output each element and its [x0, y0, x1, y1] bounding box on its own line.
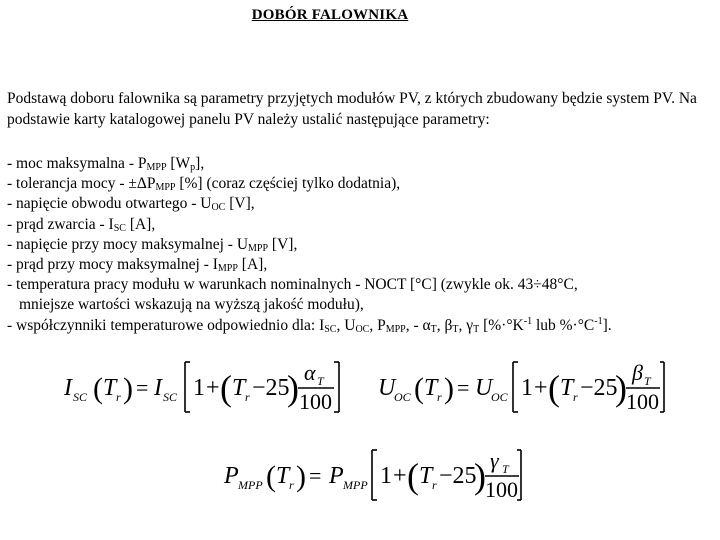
formula-uoc: [376, 358, 666, 416]
svg-text:T: T: [560, 375, 574, 401]
svg-text:−25: −25: [252, 375, 290, 401]
intro-paragraph: Podstawą doboru falownika są parametry przyjętych modułów PV, z których zbudowany będzie system PV. Na podstawie karty katalogowej panelu PV należy ustalić następujące parametry:: [7, 90, 697, 128]
svg-text:1: 1: [193, 375, 205, 401]
page-title: DOBÓR FALOWNIKA: [251, 7, 409, 23]
svg-text:MPP: MPP: [238, 478, 263, 492]
param-max-power: - moc maksymalna - $P_{MPP}$ $[W_p]$,: [7, 155, 205, 173]
svg-text:T: T: [644, 374, 651, 388]
svg-text:T: T: [419, 463, 433, 489]
svg-text:T: T: [424, 375, 438, 401]
svg-text:r: r: [437, 390, 442, 404]
svg-text:OC: OC: [394, 390, 411, 404]
svg-text:): ): [444, 372, 454, 405]
svg-text:1: 1: [521, 375, 533, 401]
svg-text:T: T: [232, 375, 246, 401]
param-temp-coefficients: - współczynniki temperaturowe odpowiednio dla: $I_{SC}$, $U_{OC}$, $P_{MPP}$, - $\alpha_T$, $\beta_T$, $\gamma_T$ [$\%\cdot^\circ K^{-1}$ lub $\%\cdot^\circ C^{-1}$].: [7, 315, 612, 335]
svg-text:): ): [296, 460, 306, 493]
formula-pmpp-lhs: P: [224, 463, 239, 489]
svg-text:OC: OC: [491, 390, 508, 404]
svg-text:=: =: [136, 375, 149, 400]
svg-text:100: 100: [299, 389, 332, 414]
svg-text:P: P: [329, 463, 344, 489]
svg-text:(: (: [266, 460, 276, 493]
svg-text:(: (: [93, 372, 103, 405]
svg-text:−25: −25: [580, 375, 618, 401]
svg-text:100: 100: [626, 389, 659, 414]
svg-text:+: +: [534, 375, 548, 401]
param-noct-note: mniejsze wartości wskazują na wyższą jakość modułu),: [19, 296, 364, 314]
svg-text:): ): [123, 372, 133, 405]
svg-text:−25: −25: [439, 463, 477, 489]
svg-text:+: +: [206, 375, 220, 401]
formula-pmpp: [222, 446, 522, 504]
svg-text:T: T: [103, 375, 117, 401]
svg-text:(: (: [407, 456, 419, 496]
param-power-tolerance: - tolerancja mocy - $\pm\Delta P_{MPP}$ [%] (coraz częściej tylko dodatnia),: [7, 175, 401, 194]
parameter-list: [7, 154, 717, 336]
formula-isc-lhs: I: [64, 375, 72, 401]
svg-text:T: T: [317, 374, 324, 388]
svg-text:SC: SC: [163, 390, 178, 404]
svg-text:MPP: MPP: [343, 478, 368, 492]
svg-text:): ): [474, 456, 486, 496]
param-mpp-voltage: - napięcie przy mocy maksymalnej - $U_{MPP}$ [V],: [7, 235, 298, 254]
svg-text:T: T: [502, 462, 509, 476]
svg-text:γ: γ: [490, 448, 499, 473]
svg-text:+: +: [393, 463, 407, 489]
formula-uoc-lhs: U: [378, 375, 396, 401]
svg-text:α: α: [304, 360, 316, 385]
svg-text:(: (: [548, 368, 560, 408]
svg-text:r: r: [116, 390, 121, 404]
param-open-circuit-voltage: - napięcie obwodu otwartego - $U_{OC}$ [V],: [7, 195, 255, 214]
svg-text:r: r: [573, 390, 578, 404]
param-noct: - temperatura pracy modułu w warunkach nominalnych - NOCT [°C] (zwykle ok. 43÷48°C,: [7, 276, 578, 294]
svg-text:1: 1: [380, 463, 392, 489]
param-short-circuit-current: - prąd zwarcia - $I_{SC}$ [A],: [7, 215, 156, 234]
svg-text:U: U: [475, 375, 493, 401]
svg-text:100: 100: [485, 477, 518, 502]
svg-text:): ): [615, 368, 627, 408]
param-mpp-current: - prąd przy mocy maksymalnej - $I_{MPP}$ [A],: [7, 256, 268, 275]
formula-isc: [62, 358, 352, 416]
svg-text:r: r: [245, 390, 250, 404]
svg-text:): ): [287, 368, 299, 408]
svg-text:=: =: [457, 375, 470, 400]
svg-text:(: (: [220, 368, 232, 408]
svg-text:T: T: [276, 463, 290, 489]
svg-text:β: β: [632, 360, 643, 385]
svg-text:r: r: [432, 478, 437, 492]
svg-text:r: r: [289, 478, 294, 492]
svg-text:(: (: [414, 372, 424, 405]
svg-text:=: =: [309, 463, 322, 488]
svg-text:SC: SC: [73, 390, 88, 404]
svg-text:I: I: [154, 375, 162, 401]
